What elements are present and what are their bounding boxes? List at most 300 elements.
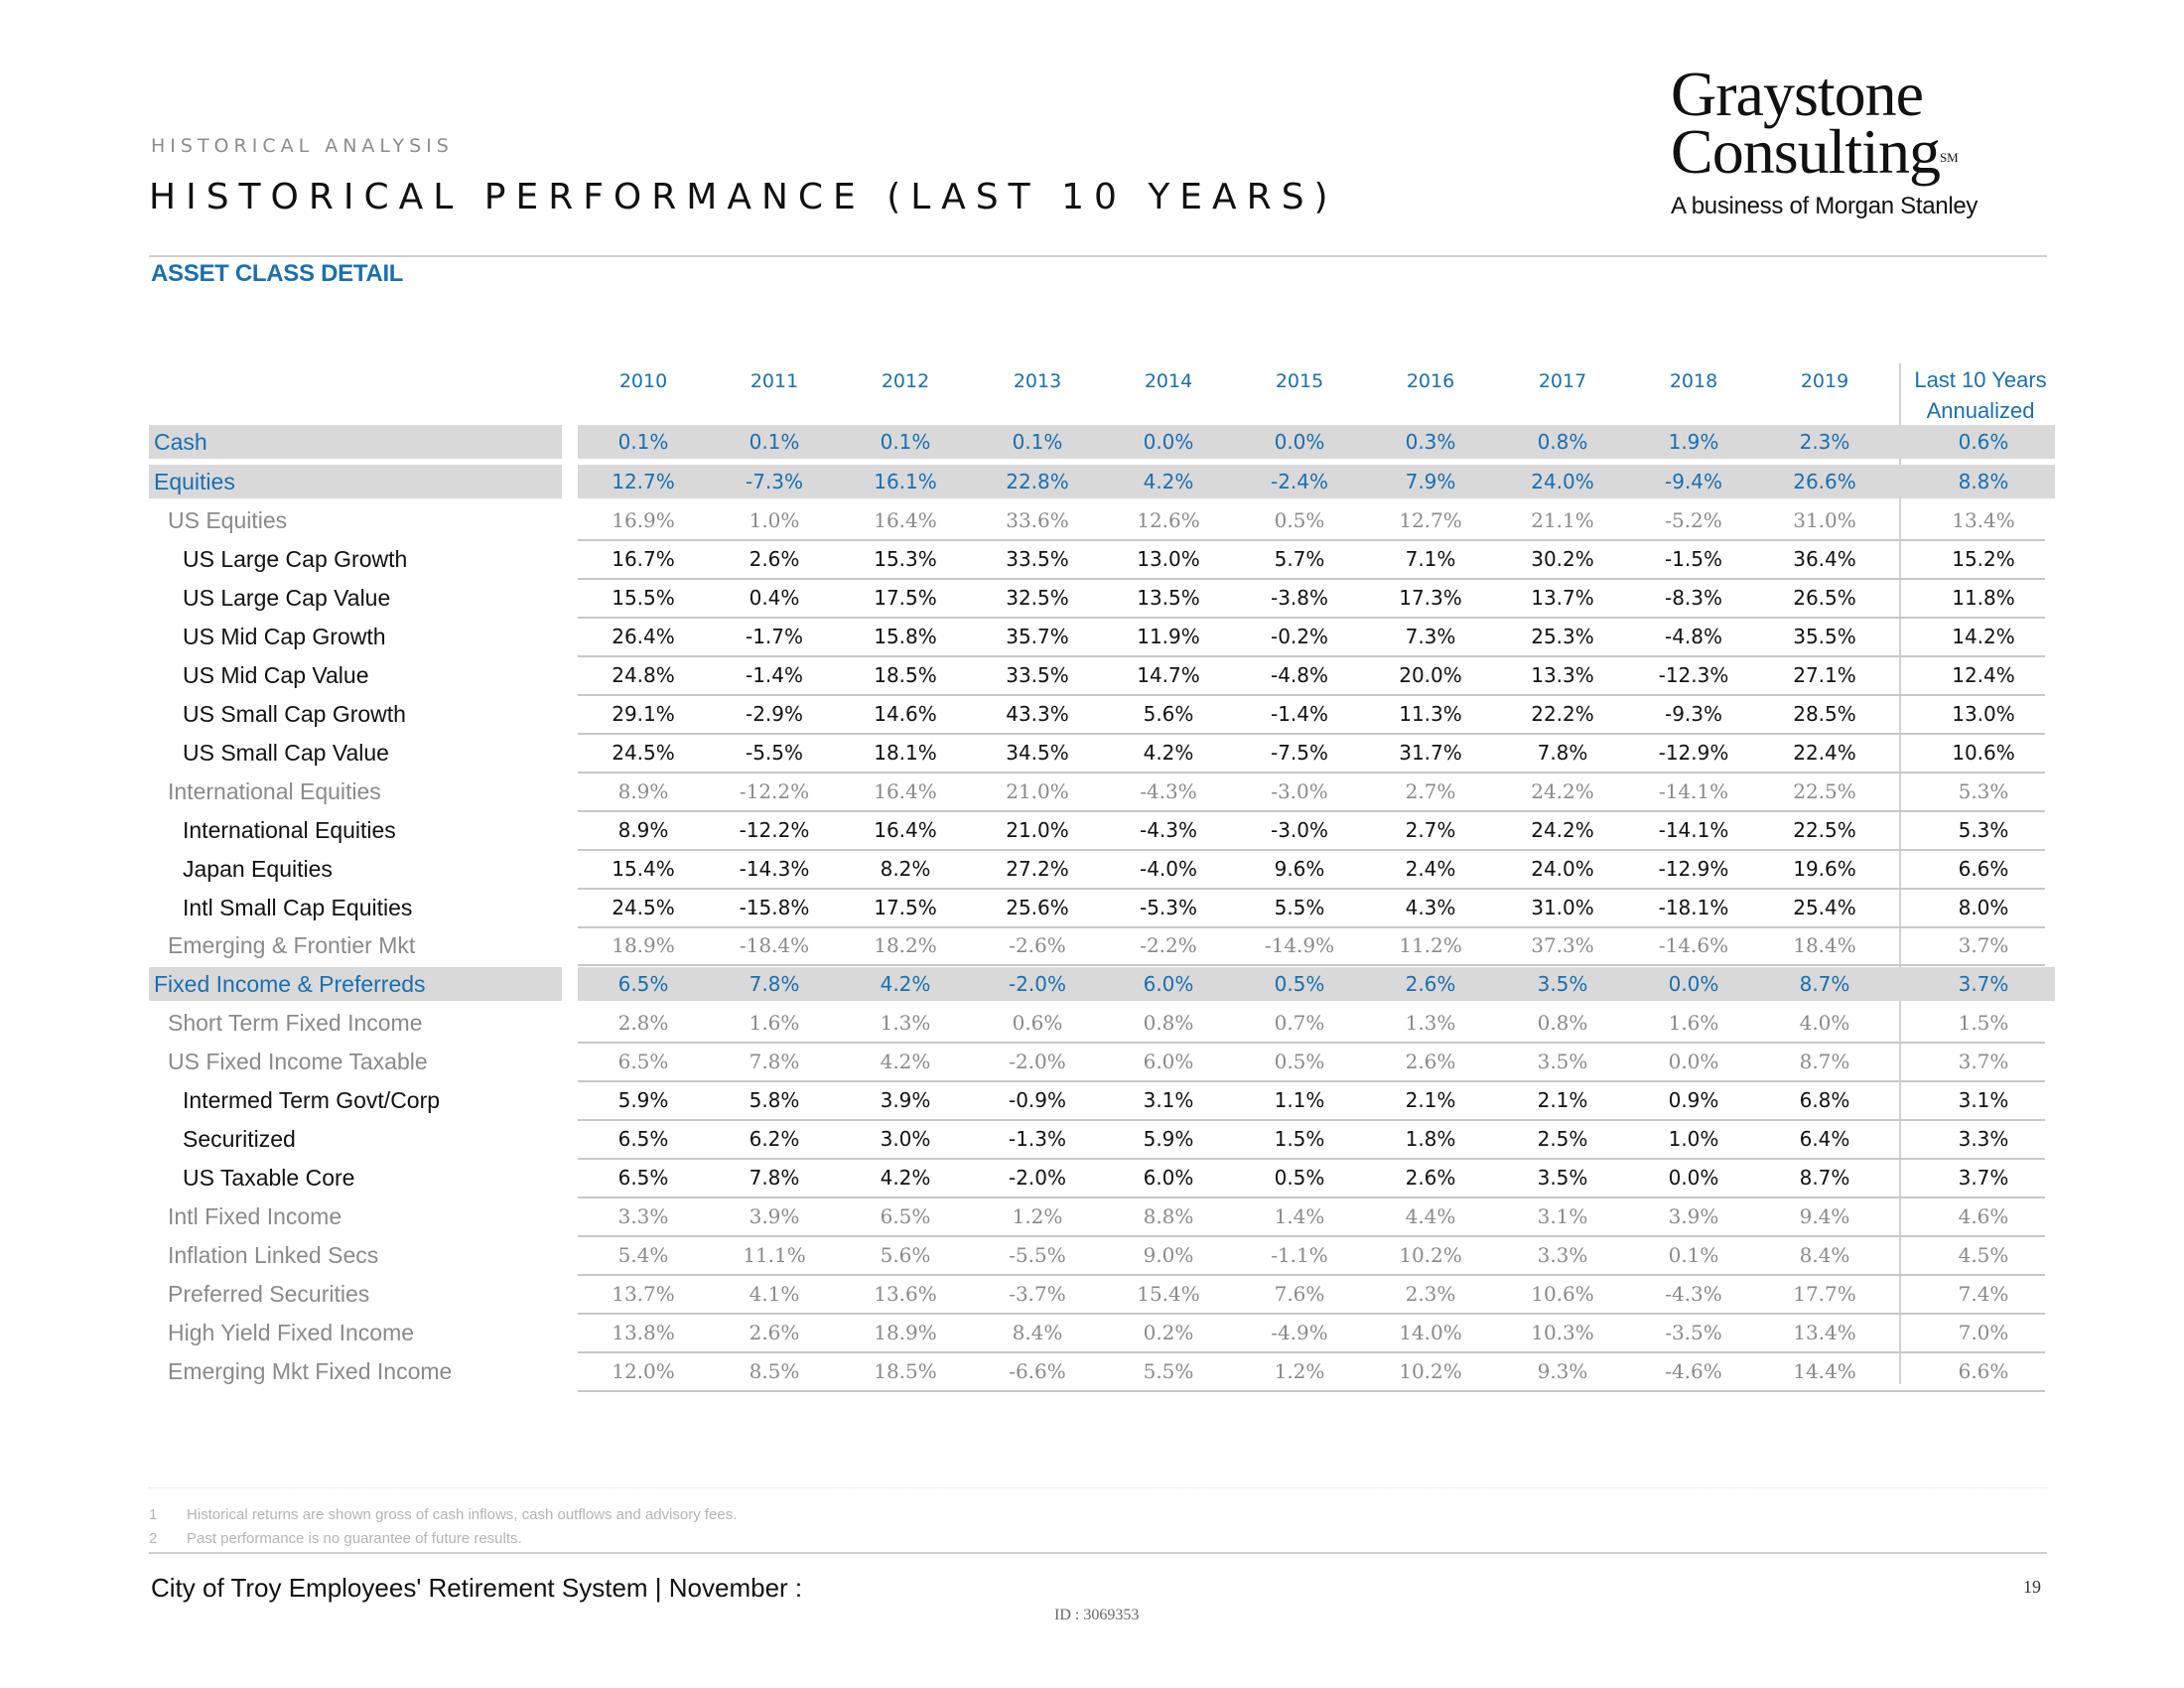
return-cell: -7.3% (745, 470, 804, 493)
annualized-cell: 10.6% (1952, 741, 2015, 765)
return-cell: 0.5% (1274, 1050, 1325, 1073)
row-label: US Small Cap Growth (183, 701, 406, 727)
footnote-number: 2 (149, 1530, 158, 1547)
return-cell: 30.2% (1531, 547, 1594, 571)
annualized-cell: 7.0% (1958, 1321, 2009, 1344)
row-label: Emerging & Frontier Mkt (168, 932, 416, 958)
return-cell: 0.8% (1537, 1011, 1588, 1035)
column-header-year: 2013 (1013, 370, 1062, 392)
return-cell: 3.9% (749, 1204, 800, 1228)
return-cell: 16.4% (874, 779, 937, 803)
table-subgroup-row (149, 1277, 2055, 1311)
return-cell: 16.4% (874, 818, 937, 842)
return-cell: 3.1% (1537, 1204, 1588, 1228)
return-cell: 2.8% (617, 1011, 669, 1035)
return-cell: 11.2% (1399, 933, 1462, 957)
return-cell: 1.5% (1274, 1127, 1325, 1151)
return-cell: 6.0% (1143, 1166, 1194, 1190)
return-cell: 13.5% (1137, 586, 1200, 610)
annualized-cell: 1.5% (1958, 1011, 2009, 1035)
return-cell: 5.7% (1274, 547, 1325, 571)
return-cell: 18.5% (874, 663, 937, 687)
return-cell: 24.5% (612, 741, 675, 765)
row-divider (578, 617, 2045, 619)
return-cell: 4.1% (749, 1282, 800, 1306)
column-header-year: 2010 (618, 370, 668, 392)
footer-divider (149, 1552, 2047, 1554)
return-cell: -14.3% (739, 857, 810, 881)
annualized-cell: 8.0% (1958, 896, 2009, 919)
row-divider (578, 694, 2045, 696)
return-cell: -4.8% (1270, 663, 1329, 687)
annualized-cell: 5.3% (1958, 779, 2009, 803)
return-cell: 33.6% (1006, 508, 1069, 532)
return-cell: 0.1% (749, 430, 800, 454)
annualized-cell: 5.3% (1958, 818, 2009, 842)
annualized-cell: 3.7% (1958, 972, 2009, 996)
return-cell: -0.9% (1008, 1088, 1067, 1112)
return-cell: 15.8% (874, 625, 937, 648)
footnote-2 (149, 1530, 522, 1547)
column-header-year: 2015 (1275, 370, 1324, 392)
return-cell: 4.2% (1143, 470, 1194, 493)
return-cell: 11.3% (1399, 702, 1462, 726)
return-cell: 1.2% (1012, 1204, 1063, 1228)
annualized-cell: 0.6% (1958, 430, 2009, 454)
return-cell: -3.0% (1270, 818, 1329, 842)
return-cell: 26.5% (1793, 586, 1856, 610)
return-cell: 8.2% (880, 857, 931, 881)
group-band (149, 425, 562, 459)
return-cell: -4.0% (1139, 857, 1198, 881)
return-cell: 21.0% (1006, 779, 1069, 803)
row-divider (578, 849, 2045, 851)
return-cell: 5.5% (1143, 1359, 1194, 1383)
return-cell: 5.8% (749, 1088, 800, 1112)
return-cell: 25.4% (1793, 896, 1856, 919)
table-row (149, 1083, 2055, 1117)
row-label: US Fixed Income Taxable (168, 1049, 428, 1074)
return-cell: 15.4% (1137, 1282, 1200, 1306)
row-divider (578, 1158, 2045, 1160)
return-cell: 0.4% (749, 586, 800, 610)
row-label: High Yield Fixed Income (168, 1320, 415, 1345)
table-row (149, 852, 2055, 886)
row-divider (578, 578, 2045, 580)
return-cell: -14.9% (1264, 933, 1335, 957)
column-header-year: 2019 (1800, 370, 1849, 392)
row-label: Intl Small Cap Equities (183, 895, 413, 920)
return-cell: -0.2% (1270, 625, 1329, 648)
return-cell: 4.2% (880, 972, 931, 996)
return-cell: 14.7% (1137, 663, 1200, 687)
return-cell: -3.0% (1271, 779, 1328, 803)
row-divider (578, 1196, 2045, 1198)
return-cell: 1.0% (1668, 1127, 1719, 1151)
return-cell: -18.4% (739, 933, 810, 957)
return-cell: 34.5% (1006, 741, 1069, 765)
row-divider (578, 733, 2045, 735)
row-label: US Large Cap Value (183, 585, 391, 611)
return-cell: 6.0% (1143, 1050, 1194, 1073)
table-group-row (149, 967, 2055, 1001)
return-cell: -1.7% (745, 625, 804, 648)
return-cell: 8.4% (1799, 1243, 1850, 1267)
return-cell: 12.6% (1137, 508, 1200, 532)
return-cell: 9.0% (1143, 1243, 1194, 1267)
table-row (149, 581, 2055, 615)
return-cell: 22.2% (1531, 702, 1594, 726)
return-cell: 6.0% (1143, 972, 1194, 996)
return-cell: -5.2% (1665, 508, 1722, 532)
return-cell: 18.1% (874, 741, 937, 765)
return-cell: -12.9% (1658, 741, 1729, 765)
return-cell: 1.0% (749, 508, 800, 532)
return-cell: 0.0% (1668, 972, 1719, 996)
return-cell: 15.3% (874, 547, 937, 571)
return-cell: 2.6% (1405, 1166, 1456, 1190)
footnote-text: Historical returns are shown gross of cash inflows, cash outflows and advisory fees. (187, 1506, 738, 1523)
column-header-year: 2012 (881, 370, 930, 392)
return-cell: 6.5% (617, 1127, 669, 1151)
annualized-header-line-2: Annualized (1926, 398, 2035, 423)
return-cell: 5.6% (880, 1243, 931, 1267)
return-cell: 13.7% (612, 1282, 675, 1306)
return-cell: 26.6% (1793, 470, 1856, 493)
return-cell: -3.7% (1009, 1282, 1066, 1306)
logo-word: Consulting (1671, 116, 1940, 187)
return-cell: 26.4% (612, 625, 675, 648)
return-cell: 4.2% (880, 1166, 931, 1190)
return-cell: 3.3% (617, 1204, 669, 1228)
return-cell: 8.5% (749, 1359, 800, 1383)
client-footer: City of Troy Employees' Retirement System | November : (151, 1573, 803, 1603)
return-cell: 0.9% (1668, 1088, 1719, 1112)
return-cell: 2.5% (1537, 1127, 1588, 1151)
return-cell: 35.5% (1793, 625, 1856, 648)
return-cell: 7.6% (1274, 1282, 1325, 1306)
return-cell: 13.7% (1531, 586, 1594, 610)
return-cell: 1.6% (1668, 1011, 1719, 1035)
return-cell: -1.5% (1664, 547, 1723, 571)
return-cell: -2.9% (745, 702, 804, 726)
return-cell: 2.1% (1405, 1088, 1456, 1112)
return-cell: 2.7% (1405, 818, 1456, 842)
table-subgroup-row (149, 928, 2055, 962)
return-cell: 12.7% (1399, 508, 1462, 532)
return-cell: -2.4% (1270, 470, 1329, 493)
return-cell: -1.4% (745, 663, 804, 687)
return-cell: 31.7% (1399, 741, 1462, 765)
return-cell: 3.3% (1537, 1243, 1588, 1267)
return-cell: 27.2% (1006, 857, 1069, 881)
return-cell: 0.1% (617, 430, 669, 454)
return-cell: -7.5% (1270, 741, 1329, 765)
return-cell: 25.3% (1531, 625, 1594, 648)
row-divider (578, 1390, 2045, 1392)
return-cell: 2.7% (1405, 779, 1456, 803)
return-cell: -3.8% (1270, 586, 1329, 610)
annualized-cell: 13.0% (1952, 702, 2015, 726)
row-divider (578, 1351, 2045, 1353)
return-cell: 2.6% (1405, 1050, 1456, 1073)
row-label: US Large Cap Growth (183, 546, 408, 572)
return-cell: 17.5% (874, 586, 937, 610)
annualized-cell: 4.6% (1958, 1204, 2009, 1228)
logo-subtitle: A business of Morgan Stanley (1671, 193, 1979, 219)
return-cell: 7.8% (1537, 741, 1588, 765)
return-cell: 0.8% (1537, 430, 1588, 454)
return-cell: -9.4% (1664, 470, 1723, 493)
annualized-cell: 3.7% (1958, 933, 2009, 957)
return-cell: 4.4% (1405, 1204, 1456, 1228)
return-cell: 6.5% (617, 1050, 669, 1073)
footnote-divider (149, 1487, 2047, 1488)
return-cell: 33.5% (1006, 547, 1069, 571)
return-cell: 20.0% (1399, 663, 1462, 687)
return-cell: -18.1% (1658, 896, 1729, 919)
return-cell: 33.5% (1006, 663, 1069, 687)
return-cell: 9.6% (1274, 857, 1325, 881)
return-cell: 0.7% (1274, 1011, 1325, 1035)
return-cell: 4.2% (880, 1050, 931, 1073)
return-cell: 3.5% (1537, 972, 1588, 996)
return-cell: 1.1% (1274, 1088, 1325, 1112)
row-label: International Equities (183, 817, 396, 843)
section-heading: ASSET CLASS DETAIL (151, 260, 404, 287)
return-cell: 5.5% (1274, 896, 1325, 919)
return-cell: 0.2% (1143, 1321, 1194, 1344)
return-cell: -2.0% (1008, 1166, 1067, 1190)
table-group-row (149, 425, 2055, 459)
return-cell: -8.3% (1664, 586, 1723, 610)
return-cell: -1.4% (1270, 702, 1329, 726)
return-cell: 5.4% (617, 1243, 669, 1267)
row-label: Preferred Securities (168, 1281, 370, 1307)
return-cell: 8.4% (1012, 1321, 1063, 1344)
return-cell: 2.4% (1405, 857, 1456, 881)
return-cell: 9.4% (1799, 1204, 1850, 1228)
return-cell: 5.6% (1143, 702, 1194, 726)
return-cell: 0.0% (1668, 1050, 1719, 1073)
table-group-row (149, 465, 2055, 498)
return-cell: 16.7% (612, 547, 675, 571)
row-divider (578, 1313, 2045, 1315)
row-label: Fixed Income & Preferreds (154, 971, 426, 997)
return-cell: -2.0% (1009, 1050, 1066, 1073)
return-cell: 24.8% (612, 663, 675, 687)
annualized-cell: 3.3% (1958, 1127, 2009, 1151)
return-cell: 18.2% (874, 933, 937, 957)
return-cell: 0.6% (1012, 1011, 1063, 1035)
row-label: Emerging Mkt Fixed Income (168, 1358, 453, 1384)
annualized-cell: 8.8% (1958, 470, 2009, 493)
return-cell: 16.9% (612, 508, 675, 532)
logo-line-1: Graystone (1671, 59, 1924, 129)
return-cell: 0.1% (1668, 1243, 1719, 1267)
return-cell: -4.6% (1665, 1359, 1722, 1383)
return-cell: 2.6% (749, 547, 800, 571)
return-cell: 13.3% (1531, 663, 1594, 687)
return-cell: 0.0% (1668, 1166, 1719, 1190)
return-cell: 14.0% (1399, 1321, 1462, 1344)
return-cell: 8.7% (1799, 1166, 1850, 1190)
return-cell: -3.5% (1665, 1321, 1722, 1344)
return-cell: 0.3% (1405, 430, 1456, 454)
row-divider (578, 1042, 2045, 1044)
annualized-cell: 7.4% (1958, 1282, 2009, 1306)
return-cell: 12.0% (612, 1359, 675, 1383)
return-cell: -5.5% (745, 741, 804, 765)
return-cell: 36.4% (1793, 547, 1856, 571)
row-label: Intl Fixed Income (168, 1203, 342, 1229)
row-divider (578, 1274, 2045, 1276)
table-subgroup-row (149, 1006, 2055, 1040)
row-divider (578, 1119, 2045, 1121)
return-cell: 7.1% (1405, 547, 1456, 571)
row-divider (578, 810, 2045, 812)
return-cell: 0.5% (1274, 972, 1325, 996)
return-cell: -5.5% (1009, 1243, 1066, 1267)
return-cell: 3.9% (880, 1088, 931, 1112)
return-cell: 7.8% (749, 972, 800, 996)
column-header-year: 2014 (1144, 370, 1193, 392)
return-cell: -4.8% (1664, 625, 1723, 648)
return-cell: 15.4% (612, 857, 675, 881)
return-cell: 16.1% (874, 470, 937, 493)
table-row (149, 658, 2055, 692)
return-cell: -15.8% (739, 896, 810, 919)
return-cell: 2.3% (1799, 430, 1850, 454)
annualized-cell: 11.8% (1952, 586, 2015, 610)
return-cell: 0.5% (1274, 508, 1325, 532)
return-cell: 4.2% (1143, 741, 1194, 765)
return-cell: 13.6% (874, 1282, 937, 1306)
return-cell: 35.7% (1006, 625, 1069, 648)
page-number: 19 (2023, 1577, 2041, 1597)
document-id: ID : 3069353 (1054, 1607, 1140, 1623)
return-cell: 2.3% (1405, 1282, 1456, 1306)
return-cell: 5.9% (1143, 1127, 1194, 1151)
return-cell: -12.3% (1658, 663, 1729, 687)
return-cell: -4.9% (1271, 1321, 1328, 1344)
return-cell: -14.1% (1658, 779, 1729, 803)
return-cell: -4.3% (1139, 818, 1198, 842)
row-divider (578, 772, 2045, 774)
return-cell: 17.7% (1793, 1282, 1856, 1306)
return-cell: 6.5% (617, 1166, 669, 1190)
return-cell: 18.5% (874, 1359, 937, 1383)
return-cell: 7.3% (1405, 625, 1456, 648)
return-cell: 22.5% (1793, 818, 1856, 842)
return-cell: 21.0% (1006, 818, 1069, 842)
return-cell: 25.6% (1006, 896, 1069, 919)
column-header-year: 2016 (1406, 370, 1455, 392)
return-cell: -4.3% (1665, 1282, 1722, 1306)
return-cell: -5.3% (1139, 896, 1198, 919)
row-divider (578, 539, 2045, 541)
return-cell: 8.9% (617, 779, 669, 803)
return-cell: 0.0% (1143, 430, 1194, 454)
return-cell: 6.4% (1799, 1127, 1850, 1151)
return-cell: 0.8% (1143, 1011, 1194, 1035)
footnote-number: 1 (149, 1506, 158, 1523)
column-header-year: 2018 (1669, 370, 1718, 392)
annualized-cell: 3.7% (1958, 1166, 2009, 1190)
logo-service-mark: SM (1939, 150, 1959, 165)
return-cell: 1.4% (1274, 1204, 1325, 1228)
return-cell: 6.8% (1799, 1088, 1850, 1112)
table-row (149, 813, 2055, 847)
return-cell: 18.9% (612, 933, 675, 957)
return-cell: 0.1% (1012, 430, 1063, 454)
return-cell: 9.3% (1537, 1359, 1588, 1383)
table-row (149, 542, 2055, 576)
return-cell: 3.9% (1668, 1204, 1719, 1228)
return-cell: 22.4% (1793, 741, 1856, 765)
row-divider (578, 655, 2045, 657)
return-cell: 1.3% (880, 1011, 931, 1035)
table-row (149, 736, 2055, 770)
return-cell: 28.5% (1793, 702, 1856, 726)
return-cell: 31.0% (1793, 508, 1856, 532)
return-cell: 8.7% (1799, 972, 1850, 996)
table-subgroup-row (149, 1238, 2055, 1272)
annualized-cell: 12.4% (1952, 663, 2015, 687)
return-cell: -12.9% (1658, 857, 1729, 881)
return-cell: 1.2% (1274, 1359, 1325, 1383)
return-cell: 17.3% (1399, 586, 1462, 610)
return-cell: 14.4% (1793, 1359, 1856, 1383)
column-header-annualized (1906, 364, 2055, 426)
footnote-text: Past performance is no guarantee of future results. (187, 1530, 522, 1547)
column-header-year: 2017 (1538, 370, 1587, 392)
annualized-cell: 13.4% (1952, 508, 2015, 532)
column-header-year: 2011 (750, 370, 799, 392)
return-cell: 3.0% (880, 1127, 931, 1151)
return-cell: -12.2% (739, 818, 810, 842)
return-cell: 1.9% (1668, 430, 1719, 454)
return-cell: 2.6% (749, 1321, 800, 1344)
return-cell: 10.3% (1531, 1321, 1594, 1344)
row-divider (578, 964, 2045, 966)
row-label: US Small Cap Value (183, 740, 389, 766)
return-cell: 15.5% (612, 586, 675, 610)
table-row (149, 620, 2055, 653)
return-cell: 13.4% (1793, 1321, 1856, 1344)
return-cell: 13.0% (1137, 547, 1200, 571)
return-cell: 3.1% (1143, 1088, 1194, 1112)
table-row (149, 1122, 2055, 1156)
return-cell: 29.1% (612, 702, 675, 726)
annualized-cell: 3.1% (1958, 1088, 2009, 1112)
return-cell: 3.5% (1537, 1166, 1588, 1190)
footnote-1 (149, 1506, 737, 1523)
return-cell: -4.3% (1140, 779, 1197, 803)
return-cell: 11.1% (743, 1243, 806, 1267)
return-cell: 0.0% (1274, 430, 1325, 454)
table-row (149, 891, 2055, 924)
return-cell: 19.6% (1793, 857, 1856, 881)
section-kicker: HISTORICAL ANALYSIS (151, 135, 454, 157)
return-cell: 7.8% (749, 1166, 800, 1190)
return-cell: 1.8% (1405, 1127, 1456, 1151)
return-cell: 22.8% (1006, 470, 1069, 493)
return-cell: 7.9% (1405, 470, 1456, 493)
return-cell: 8.9% (617, 818, 669, 842)
row-label: US Taxable Core (183, 1165, 355, 1191)
row-label: Cash (154, 429, 207, 455)
